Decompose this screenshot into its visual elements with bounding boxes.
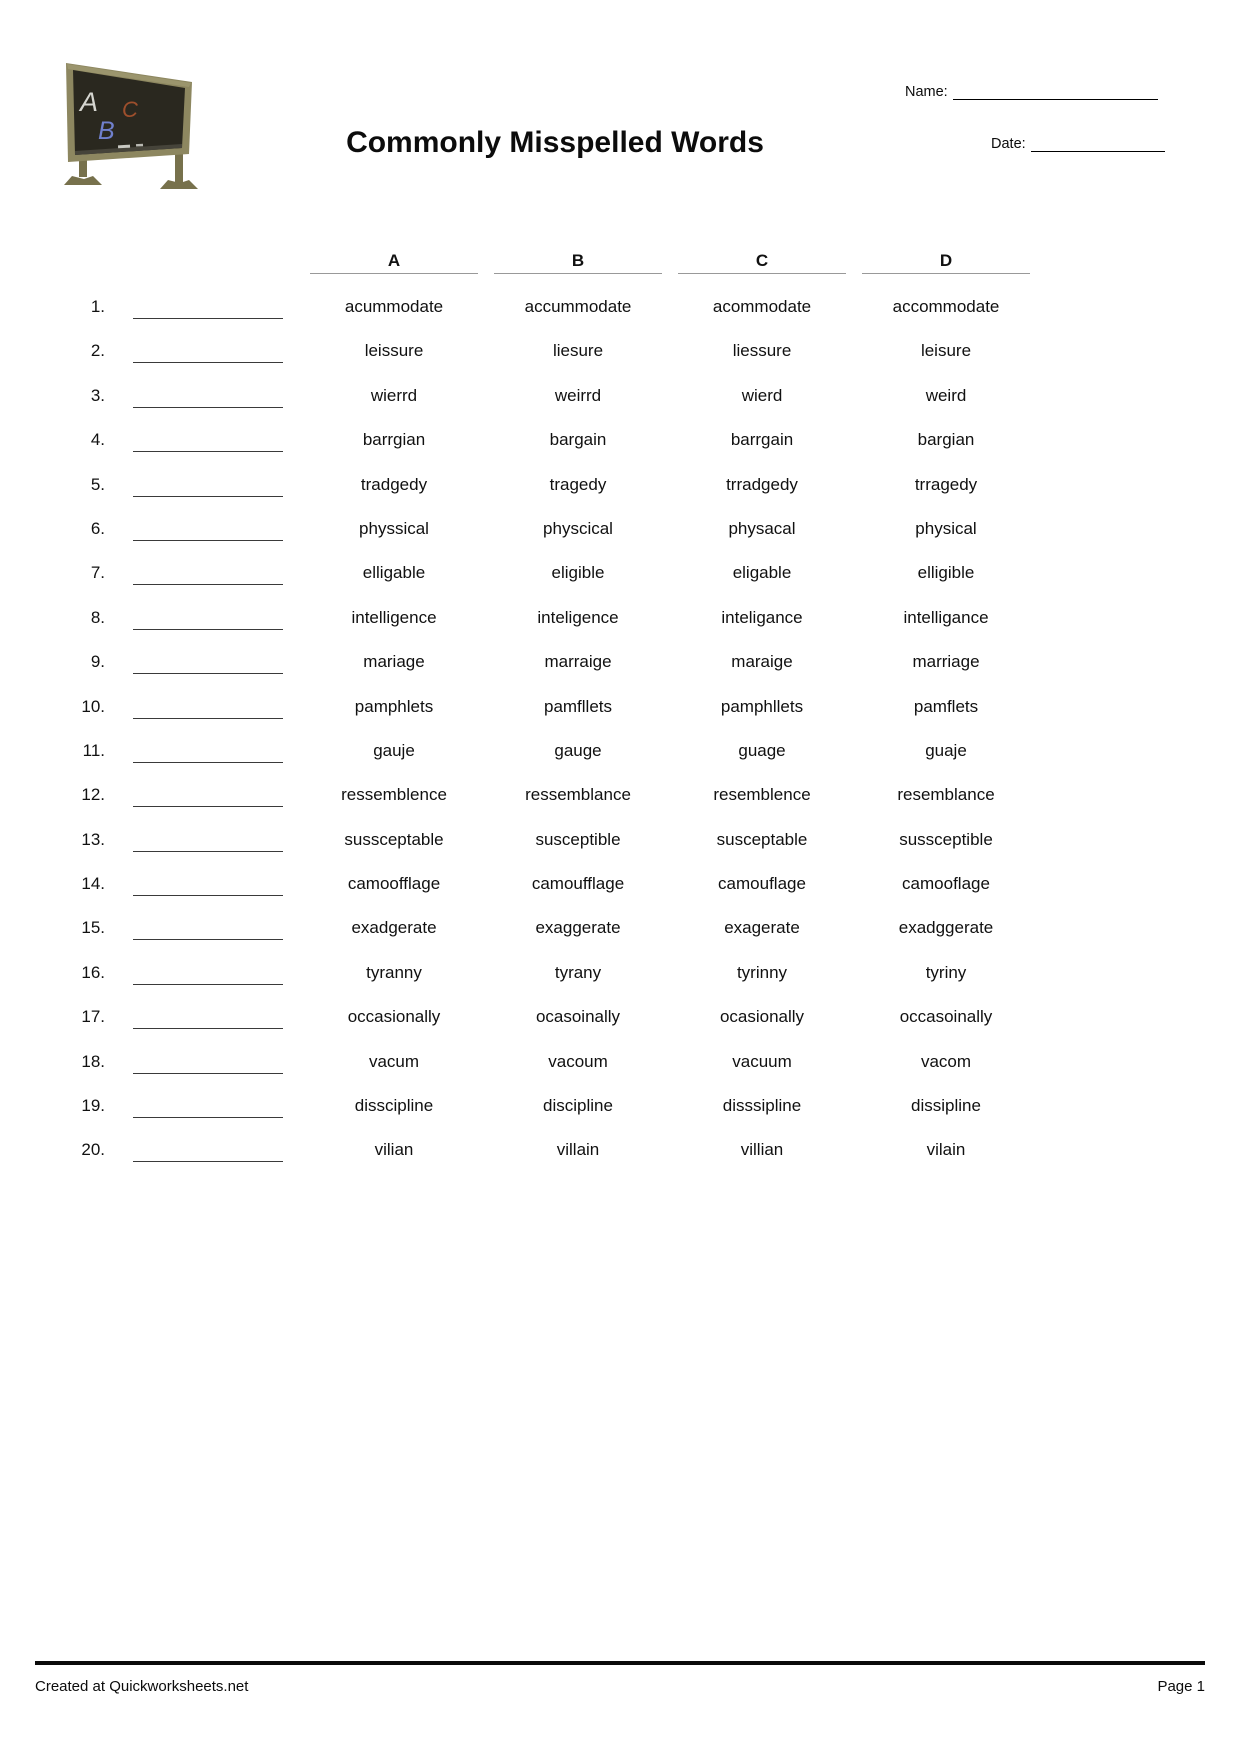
chalkboard-icon bbox=[58, 55, 223, 195]
name-field bbox=[905, 84, 1158, 100]
word-option: physsical bbox=[359, 518, 429, 538]
answer-blank[interactable] bbox=[133, 1128, 283, 1162]
word-option: susceptible bbox=[535, 829, 621, 849]
word-option: vacum bbox=[368, 1051, 420, 1071]
word-option: vilain bbox=[926, 1140, 966, 1160]
word-option: trragedy bbox=[914, 474, 978, 494]
column-header-d: D bbox=[862, 248, 1030, 274]
word-option: barrgian bbox=[362, 430, 426, 450]
word-option: gauje bbox=[373, 740, 415, 760]
word-option: acummodate bbox=[344, 297, 444, 316]
answer-blank[interactable] bbox=[133, 463, 283, 497]
table-row bbox=[0, 773, 1030, 817]
word-option: barrgain bbox=[730, 430, 794, 450]
word-option: tyrany bbox=[554, 962, 602, 982]
word-option: trradgedy bbox=[726, 474, 798, 494]
word-option: ocasionally bbox=[719, 1007, 805, 1027]
word-option: inteligance bbox=[721, 607, 803, 627]
table-row bbox=[0, 685, 1030, 729]
answer-blank[interactable] bbox=[133, 596, 283, 630]
row-number: 6. bbox=[90, 518, 105, 538]
word-option: wierrd bbox=[370, 385, 418, 405]
table-row bbox=[0, 951, 1030, 995]
row-number: 20. bbox=[81, 1140, 105, 1160]
word-option: acommodate bbox=[712, 297, 812, 316]
answer-blank[interactable] bbox=[133, 374, 283, 408]
word-option: exadggerate bbox=[898, 918, 994, 938]
date-label: Date: bbox=[991, 136, 1026, 152]
word-option: physacal bbox=[728, 518, 796, 538]
row-number: 11. bbox=[82, 740, 105, 760]
table-row bbox=[0, 862, 1030, 906]
word-option: camouflage bbox=[718, 874, 806, 894]
word-option: disscipline bbox=[354, 1096, 434, 1116]
row-number: 19. bbox=[81, 1096, 105, 1116]
answer-blank[interactable] bbox=[133, 685, 283, 719]
word-option: camoufflage bbox=[531, 874, 625, 894]
word-option: eligible bbox=[551, 563, 605, 583]
chalk-letter-c: C bbox=[122, 97, 138, 122]
word-option: gauge bbox=[554, 740, 602, 760]
table-row bbox=[0, 729, 1030, 773]
word-option: tyranny bbox=[366, 962, 422, 982]
word-option: intelligance bbox=[903, 607, 989, 627]
word-option: villian bbox=[740, 1140, 784, 1160]
row-number: 3. bbox=[90, 385, 105, 405]
name-label: Name: bbox=[905, 84, 948, 100]
answer-blank[interactable] bbox=[133, 418, 283, 452]
row-number: 2. bbox=[90, 341, 105, 361]
answer-blank[interactable] bbox=[133, 995, 283, 1029]
name-input-line[interactable] bbox=[953, 85, 1158, 100]
word-option: vacom bbox=[920, 1051, 972, 1071]
word-option: ocasoinally bbox=[535, 1007, 621, 1027]
word-option: intelligence bbox=[351, 607, 437, 627]
word-option: tyrinny bbox=[736, 962, 788, 982]
column-header-b: B bbox=[494, 248, 662, 274]
word-option: vilian bbox=[374, 1140, 414, 1160]
table-row bbox=[0, 418, 1030, 462]
answer-blank[interactable] bbox=[133, 862, 283, 896]
word-option: camoofflage bbox=[347, 874, 441, 894]
column-header-row bbox=[0, 248, 1030, 274]
word-option: resemblance bbox=[897, 785, 995, 805]
table-row bbox=[0, 906, 1030, 950]
table-row bbox=[0, 507, 1030, 551]
answer-blank[interactable] bbox=[133, 951, 283, 985]
word-option: guaje bbox=[925, 740, 967, 760]
word-option: leissure bbox=[364, 341, 424, 361]
word-option: exaggerate bbox=[535, 918, 621, 938]
word-option: exadgerate bbox=[351, 918, 437, 938]
word-option: tradgedy bbox=[360, 474, 428, 494]
worksheet-rows bbox=[0, 285, 1030, 1173]
footer bbox=[35, 1678, 1205, 1695]
date-input-line[interactable] bbox=[1031, 137, 1165, 152]
footer-credit: Created at Quickworksheets.net bbox=[35, 1678, 249, 1695]
answer-blank[interactable] bbox=[133, 906, 283, 940]
word-option: guage bbox=[738, 740, 786, 760]
row-number: 5. bbox=[90, 474, 105, 494]
answer-blank[interactable] bbox=[133, 329, 283, 363]
row-number: 13. bbox=[81, 829, 105, 849]
row-number: 7. bbox=[90, 563, 105, 583]
word-option: elligible bbox=[917, 563, 975, 583]
word-option: wierd bbox=[741, 385, 783, 405]
word-option: pamphlets bbox=[354, 696, 434, 716]
word-option: eligable bbox=[732, 563, 792, 583]
word-option: discipline bbox=[543, 1096, 613, 1116]
word-option: marraige bbox=[544, 652, 612, 672]
word-option: inteligence bbox=[537, 607, 619, 627]
word-option: liessure bbox=[732, 341, 792, 361]
word-option: weirrd bbox=[554, 385, 602, 405]
answer-blank[interactable] bbox=[133, 285, 283, 319]
word-option: vacoum bbox=[548, 1051, 608, 1071]
row-number: 12. bbox=[81, 785, 105, 805]
word-option: tyriny bbox=[925, 962, 967, 982]
word-option: resemblence bbox=[713, 785, 811, 805]
table-row bbox=[0, 1040, 1030, 1084]
word-option: ressemblance bbox=[525, 785, 631, 805]
column-header-c: C bbox=[678, 248, 846, 274]
word-option: pamflets bbox=[913, 696, 979, 716]
word-table bbox=[0, 248, 1030, 1173]
row-number: 15. bbox=[81, 918, 105, 938]
column-header-a: A bbox=[310, 248, 478, 274]
row-number: 18. bbox=[81, 1051, 105, 1071]
row-number: 17. bbox=[81, 1007, 105, 1027]
word-option: occasionally bbox=[347, 1007, 441, 1027]
word-option: pamphllets bbox=[720, 696, 804, 716]
row-number: 4. bbox=[90, 430, 105, 450]
chalk-letter-b: B bbox=[98, 117, 115, 145]
word-option: physical bbox=[915, 518, 977, 538]
row-number: 8. bbox=[90, 607, 105, 627]
row-number: 9. bbox=[90, 652, 105, 672]
word-option: liesure bbox=[552, 341, 604, 361]
answer-blank[interactable] bbox=[133, 1084, 283, 1118]
word-option: tragedy bbox=[549, 474, 607, 494]
word-option: mariage bbox=[363, 652, 425, 672]
row-number: 10. bbox=[81, 696, 105, 716]
table-row bbox=[0, 818, 1030, 862]
page-number: Page 1 bbox=[1157, 1678, 1205, 1695]
table-row bbox=[0, 551, 1030, 595]
table-row bbox=[0, 329, 1030, 373]
word-option: sussceptible bbox=[899, 829, 993, 849]
word-option: physcical bbox=[543, 518, 613, 538]
word-option: accummodate bbox=[524, 297, 632, 316]
answer-blank[interactable] bbox=[133, 729, 283, 763]
footer-divider bbox=[35, 1661, 1205, 1665]
word-option: accommodate bbox=[892, 297, 1000, 316]
word-option: sussceptable bbox=[344, 829, 444, 849]
table-row bbox=[0, 463, 1030, 507]
chalk-letter-a: A bbox=[80, 87, 99, 117]
answer-blank[interactable] bbox=[133, 551, 283, 585]
word-option: weird bbox=[925, 385, 967, 405]
word-option: susceptable bbox=[716, 829, 808, 849]
word-option: vacuum bbox=[732, 1051, 792, 1071]
word-option: marriage bbox=[912, 652, 980, 672]
row-number: 1. bbox=[90, 297, 105, 316]
table-row bbox=[0, 1128, 1030, 1172]
word-option: dissipline bbox=[911, 1096, 981, 1116]
word-option: elligable bbox=[362, 563, 426, 583]
table-row bbox=[0, 374, 1030, 418]
row-number: 14. bbox=[81, 874, 105, 894]
table-row bbox=[0, 596, 1030, 640]
page-title: Commonly Misspelled Words bbox=[346, 126, 764, 159]
word-option: leisure bbox=[920, 341, 972, 361]
answer-blank[interactable] bbox=[133, 507, 283, 541]
table-row bbox=[0, 285, 1030, 329]
word-option: villain bbox=[556, 1140, 600, 1160]
chalkboard-graphic bbox=[58, 55, 223, 195]
word-option: bargain bbox=[549, 430, 607, 450]
table-row bbox=[0, 995, 1030, 1039]
word-option: maraige bbox=[731, 652, 793, 672]
answer-blank[interactable] bbox=[133, 640, 283, 674]
word-option: bargian bbox=[917, 430, 975, 450]
word-option: exagerate bbox=[724, 918, 800, 938]
word-option: disssipline bbox=[722, 1096, 802, 1116]
word-option: camooflage bbox=[902, 874, 990, 894]
answer-blank[interactable] bbox=[133, 1040, 283, 1074]
word-option: ressemblence bbox=[341, 785, 447, 805]
answer-blank[interactable] bbox=[133, 818, 283, 852]
row-number: 16. bbox=[81, 962, 105, 982]
table-row bbox=[0, 640, 1030, 684]
table-row bbox=[0, 1084, 1030, 1128]
answer-blank[interactable] bbox=[133, 773, 283, 807]
word-option: pamfllets bbox=[543, 696, 613, 716]
word-option: occasoinally bbox=[899, 1007, 993, 1027]
date-field bbox=[991, 136, 1165, 152]
